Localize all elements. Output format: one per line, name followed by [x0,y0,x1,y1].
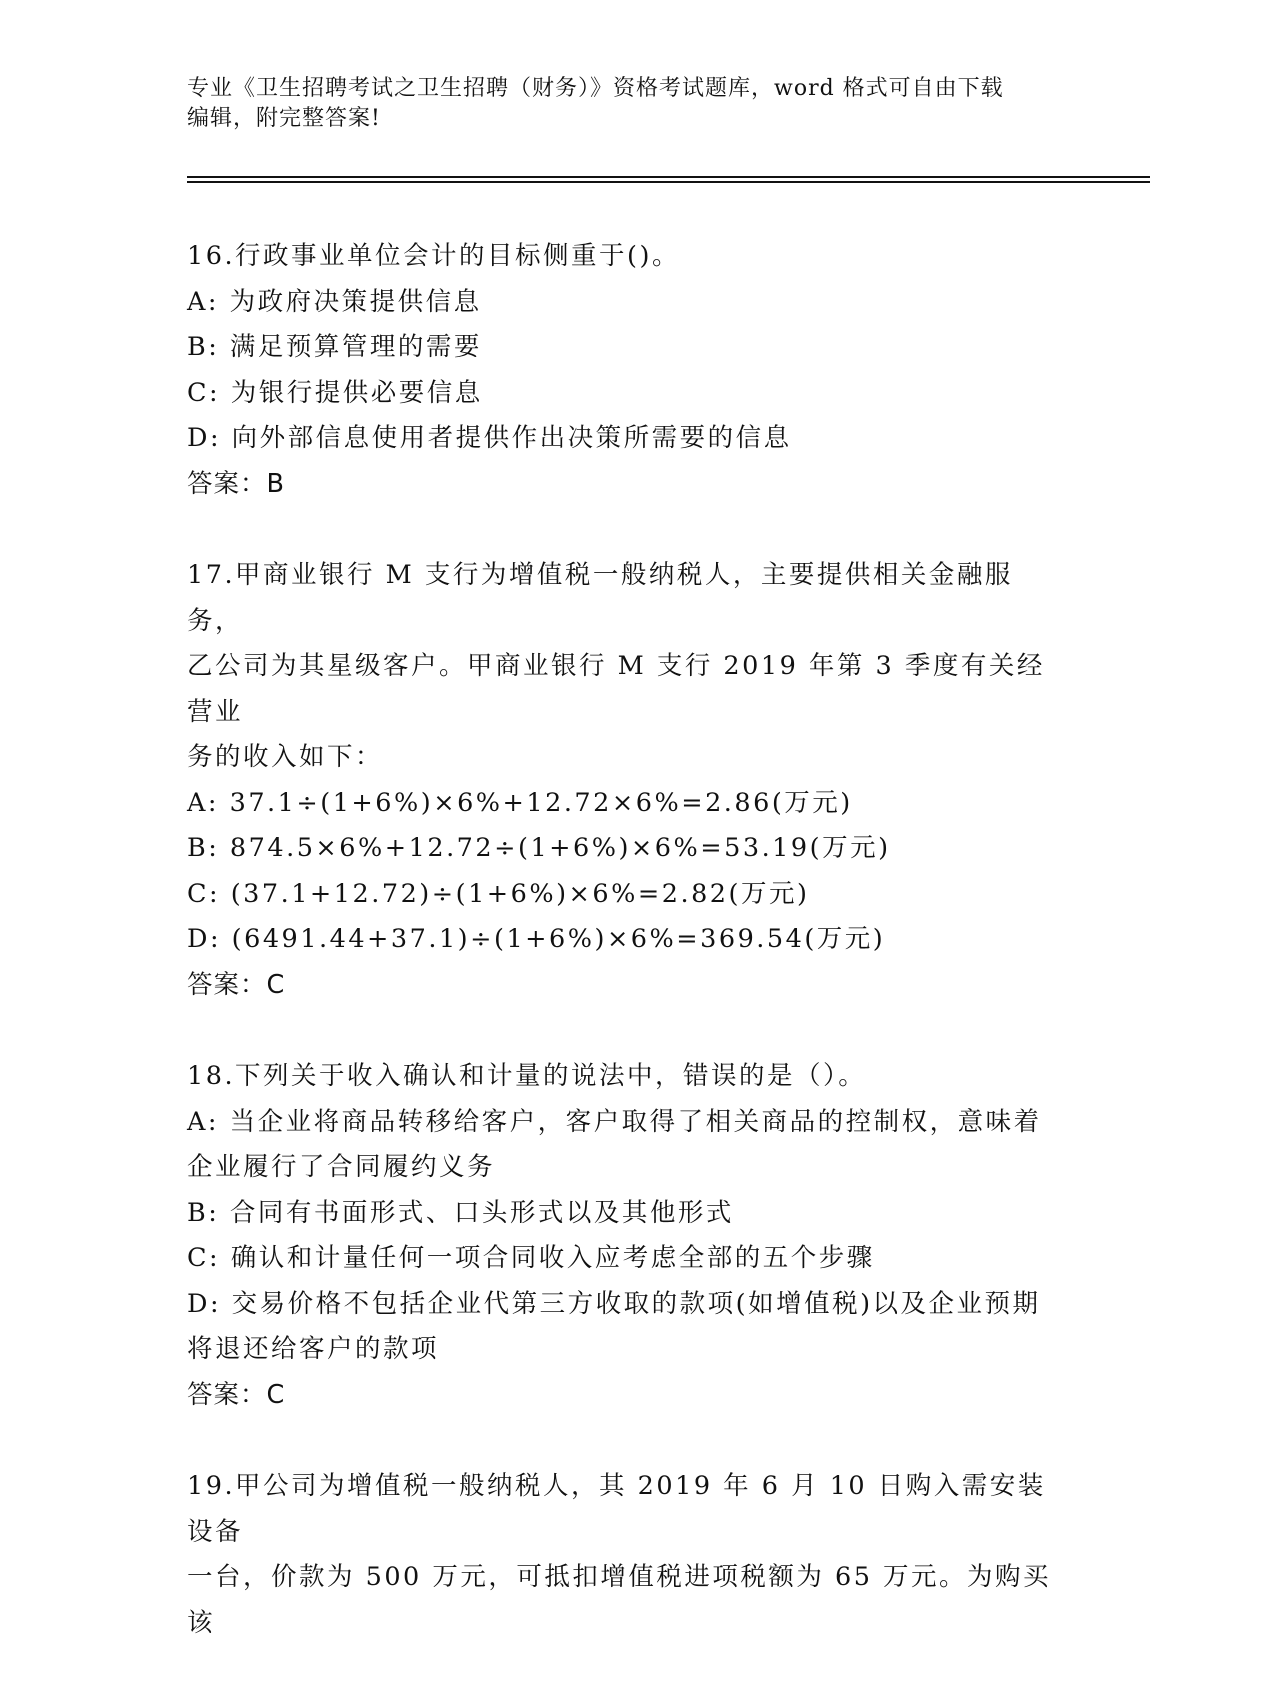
answer-label: 答案：B [187,468,285,499]
question-stem: 乙公司为其星级客户。甲商业银行 M 支行 2019 年第 3 季度有关经营业 [187,651,1045,727]
option-d: D: 向外部信息使用者提供作出决策所需要的信息 [187,423,792,453]
answer-label: 答案：C [187,969,286,1000]
option-a-continued: 企业履行了合同履约义务 [187,1152,496,1182]
option-d: D: 交易价格不包括企业代第三方收取的款项(如增值税)以及企业预期 [187,1288,1041,1319]
question-19 [187,1464,1067,1646]
question-stem: 务的收入如下： [187,742,384,772]
option-c: C: 为银行提供必要信息 [187,377,483,408]
header-rule-top [187,176,1150,178]
option-c: C: 确认和计量任何一项合同收入应考虑全部的五个步骤 [187,1243,875,1273]
option-b: B: 合同有书面形式、口头形式以及其他形式 [187,1197,734,1228]
question-16 [187,234,1067,507]
question-stem: 一台，价款为 500 万元，可抵扣增值税进项税额为 65 万元。为购买该 [187,1562,1052,1638]
option-c: C: (37.1+12.72)÷(1+6%)×6%=2.82(万元) [187,878,810,909]
header-line: 编辑，附完整答案! [187,106,381,131]
question-stem: 16.行政事业单位会计的目标侧重于()。 [187,241,680,271]
option-a: A: 37.1÷(1+6%)×6%+12.72×6%=2.86(万元) [187,787,853,818]
header-rule-bottom [187,181,1150,183]
header-line: 专业《卫生招聘考试之卫生招聘（财务）》资格考试题库，word 格式可自由下载 [187,76,1004,101]
question-list [187,234,1067,1692]
option-d: D: (6491.44+37.1)÷(1+6%)×6%=369.54(万元) [187,924,886,954]
answer-label: 答案：C [187,1379,286,1410]
option-a: A: 为政府决策提供信息 [187,286,482,317]
option-b: B: 874.5×6%+12.72÷(1+6%)×6%=53.19(万元) [187,833,891,863]
option-a: A: 当企业将商品转移给客户，客户取得了相关商品的控制权，意味着 [187,1106,1042,1137]
question-18 [187,1054,1067,1418]
document-header [187,74,1067,134]
question-stem: 18.下列关于收入确认和计量的说法中，错误的是（）。 [187,1061,867,1091]
question-stem: 19.甲公司为增值税一般纳税人，其 2019 年 6 月 10 日购入需安装设备 [187,1471,1046,1547]
question-stem: 17.甲商业银行 M 支行为增值税一般纳税人，主要提供相关金融服务， [187,560,1013,636]
option-d-continued: 将退还给客户的款项 [187,1334,440,1364]
question-17 [187,553,1067,1008]
option-b: B: 满足预算管理的需要 [187,332,482,362]
